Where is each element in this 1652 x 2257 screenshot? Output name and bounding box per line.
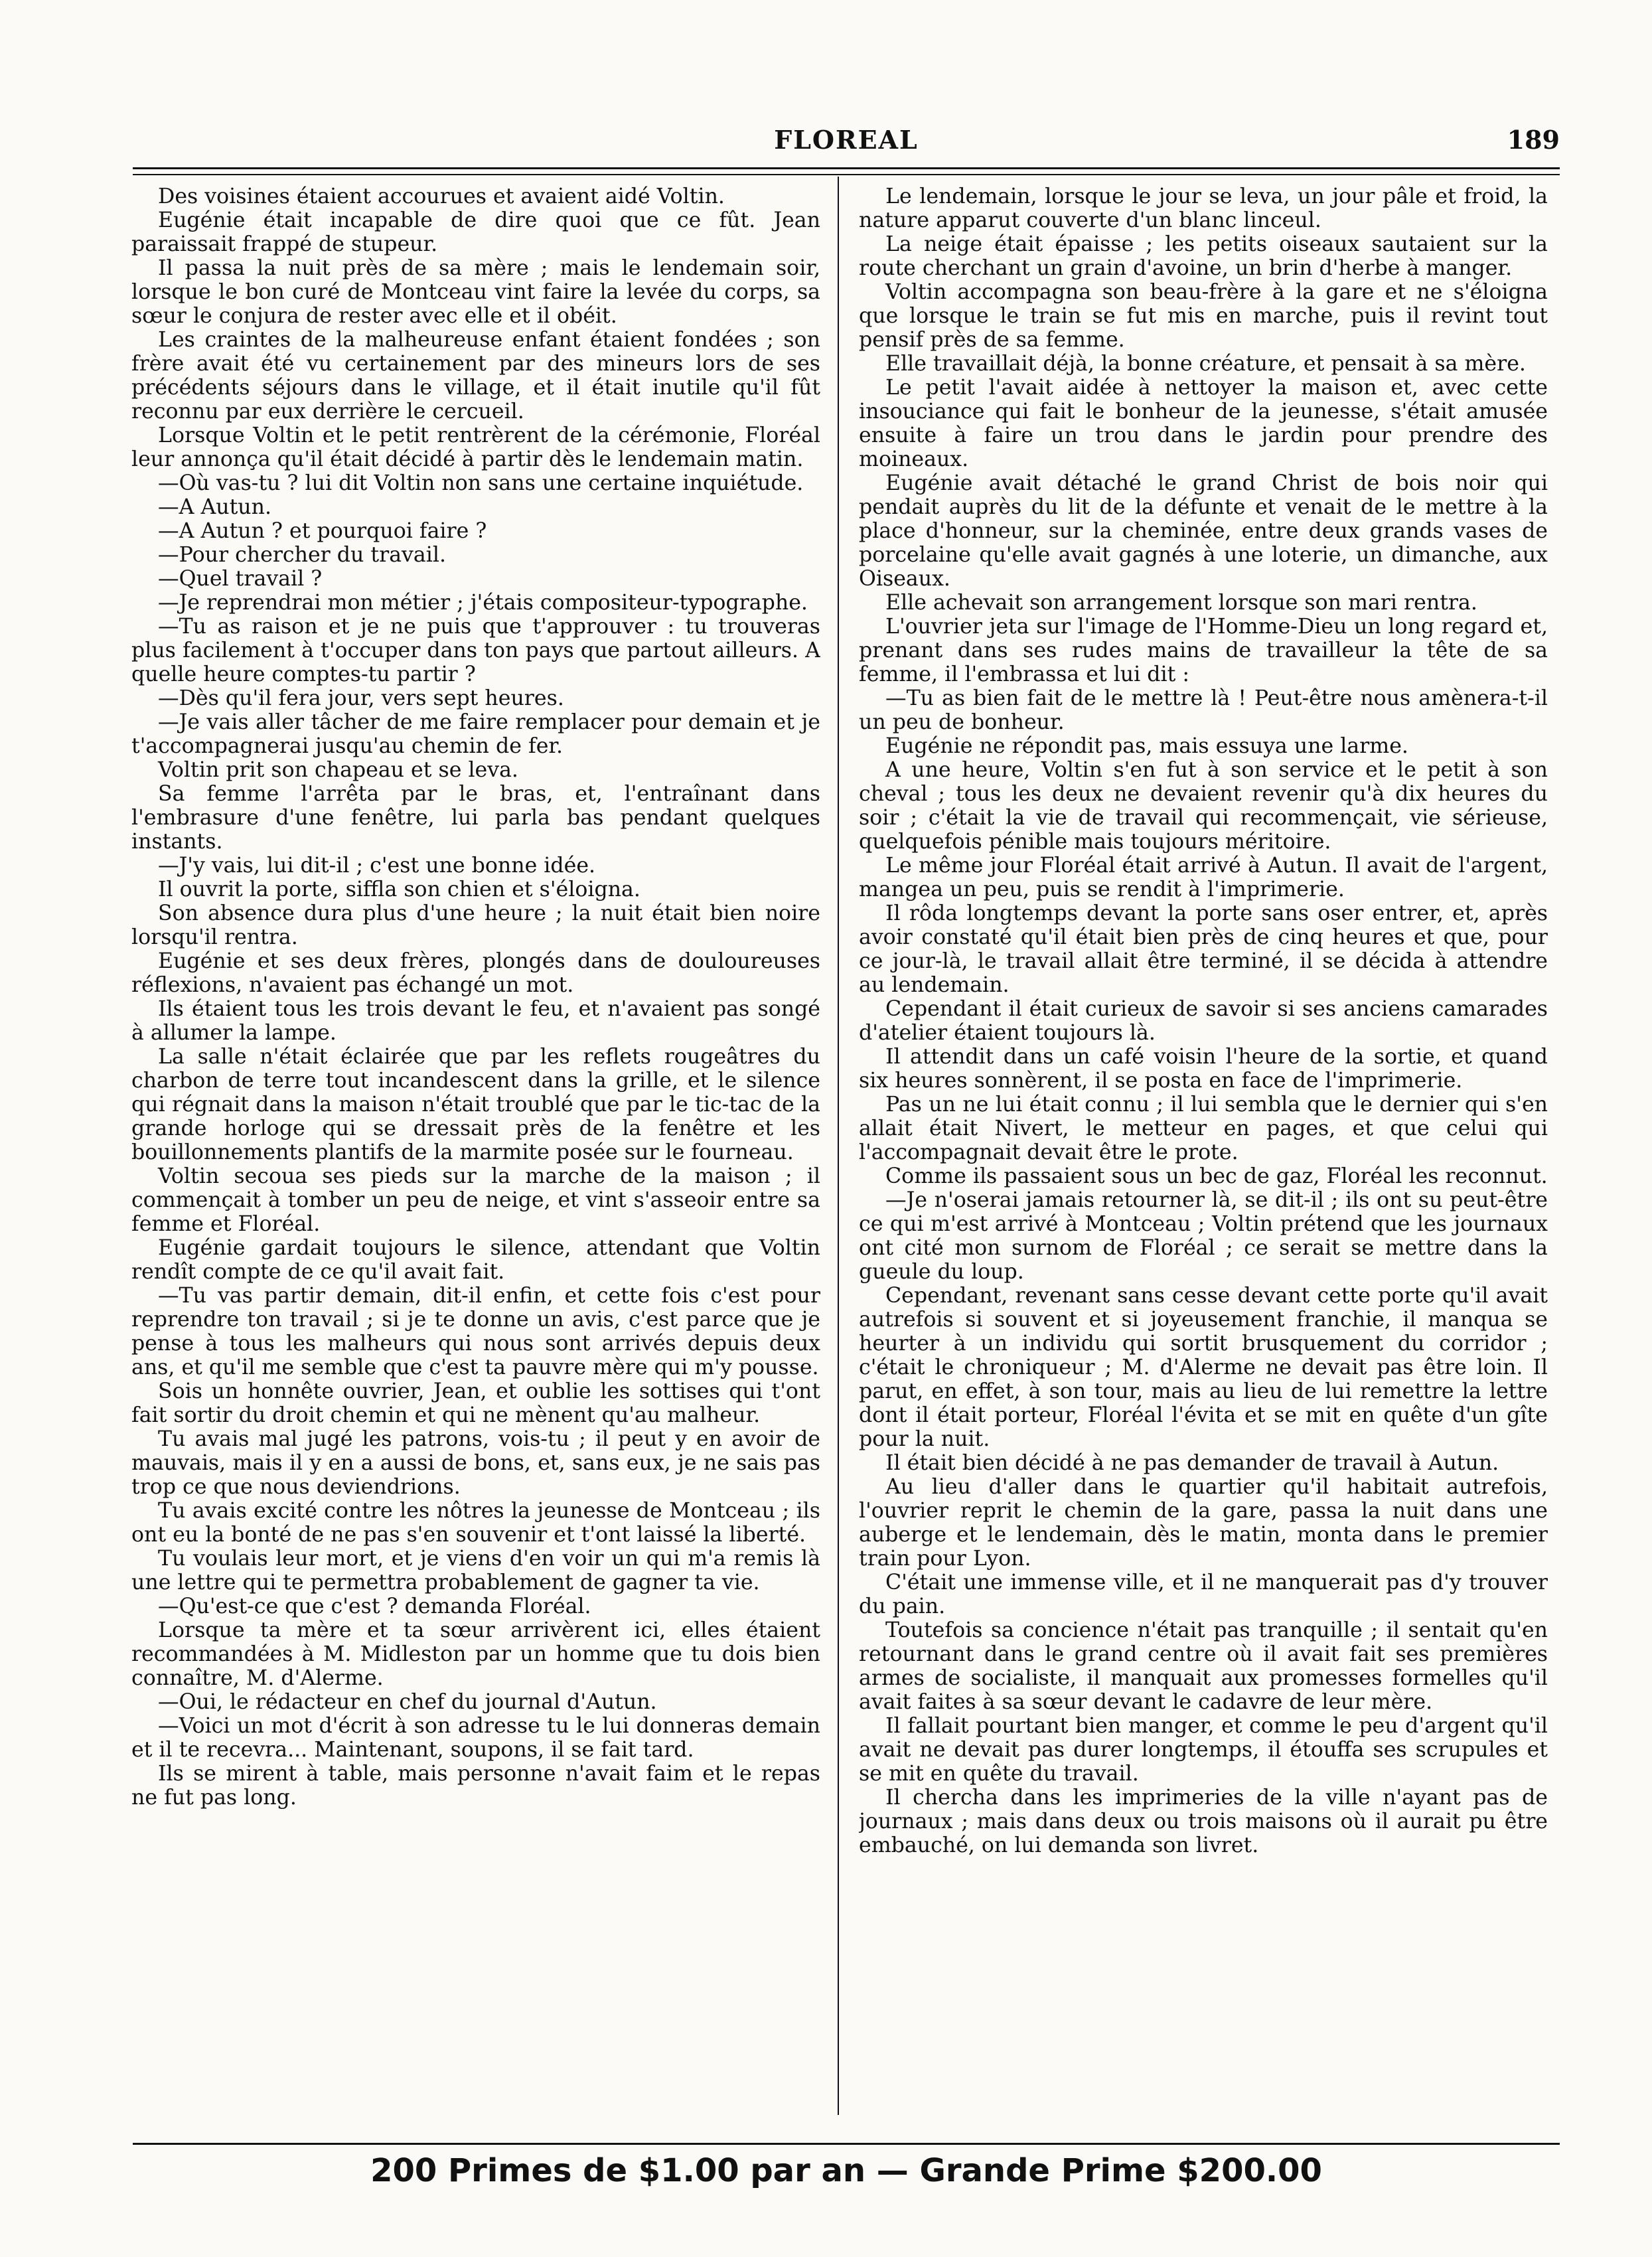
paragraph: Ils se mirent à table, mais personne n'avait faim et le repas ne fut pas long.: [131, 1762, 820, 1810]
paragraph: Eugénie et ses deux frères, plongés dans de douloureuses réflexions, n'avaient pas échangé un mot.: [131, 949, 820, 997]
paragraph: —A Autun ? et pourquoi faire ?: [158, 519, 487, 543]
running-title: FLOREAL: [774, 125, 919, 155]
paragraph: Sois un honnête ouvrier, Jean, et oublie les sottises qui t'ont fait sortir du droit chemin et qui ne mènent qu'au malheur.: [131, 1379, 820, 1427]
paragraph: Des voisines étaient accourues et avaient aidé Voltin.: [158, 185, 725, 208]
paragraph: Toutefois sa concience n'était pas tranquille ; il sentait qu'en retournant dans le grand centre où il avait fait ses premières armes de socialiste, il manquait aux promesses formelles qu'il avait faites à sa sœur devant le cadavre de leur mère.: [859, 1618, 1548, 1714]
paragraph: Sa femme l'arrêta par le bras, et, l'entraînant dans l'embrasure d'une fenêtre, lui parla bas pendant quelques instants.: [131, 782, 820, 854]
paragraph: A une heure, Voltin s'en fut à son service et le petit à son cheval ; tous les deux ne devaient revenir qu'à dix heures du soir ; c'était la vie de travail qui recommençait, vie sérieuse, quelquefois pénible mais toujours méritoire.: [859, 758, 1548, 854]
footer-rule: [133, 2143, 1560, 2145]
paragraph: Il fallait pourtant bien manger, et comme le peu d'argent qu'il avait ne devait pas durer longtemps, il étouffa ses scrupules et se mit en quête du travail.: [859, 1714, 1548, 1786]
paragraph: —Voici un mot d'écrit à son adresse tu le lui donneras demain et il te recevra... Maintenant, soupons, il se fait tard.: [131, 1714, 820, 1762]
paragraph: Pas un ne lui était connu ; il lui sembla que le dernier qui s'en allait était Nivert, le metteur en pages, et que celui qui l'accompagnait devait être le prote.: [859, 1093, 1548, 1164]
page-header: [133, 125, 1560, 165]
paragraph: Voltin prit son chapeau et se leva.: [158, 758, 518, 782]
paragraph: —Oui, le rédacteur en chef du journal d'Autun.: [158, 1690, 657, 1714]
page-number: 189: [1507, 125, 1560, 155]
paragraph: —Je n'oserai jamais retourner là, se dit-il ; ils ont su peut-être ce qui m'est arrivé à Montceau ; Voltin prétend que les journaux ont cité mon surnom de Floréal ; ce serait se mettre dans la gueule du loup.: [859, 1188, 1548, 1284]
paragraph: —Tu as bien fait de le mettre là ! Peut-être nous amènera-t-il un peu de bonheur.: [859, 686, 1548, 734]
paragraph: Ils étaient tous les trois devant le feu, et n'avaient pas songé à allumer la lampe.: [131, 997, 820, 1045]
paragraph: —Je reprendrai mon métier ; j'étais compositeur-typographe.: [158, 591, 808, 615]
paragraph: Tu voulais leur mort, et je viens d'en voir un qui m'a remis là une lettre qui te permettra probablement de gagner ta vie.: [131, 1547, 820, 1595]
paragraph: Cependant, revenant sans cesse devant cette porte qu'il avait autrefois si souvent et si joyeusement franchie, il manqua se heurter à un individu qui sortit brusquement du corridor ; c'était le chroniqueur ; M. d'Alerme ne devait pas être loin. Il parut, en effet, à son tour, mais au lieu de lui remettre la lettre dont il était porteur, Floréal l'évita et se mit en quête d'un gîte pour la nuit.: [859, 1284, 1548, 1451]
column-divider: [838, 177, 839, 2115]
paragraph: —Quel travail ?: [158, 567, 323, 591]
paragraph: Elle travaillait déjà, la bonne créature, et pensait à sa mère.: [885, 352, 1526, 376]
paragraph: Le lendemain, lorsque le jour se leva, un jour pâle et froid, la nature apparut couverte d'un blanc linceul.: [859, 185, 1548, 232]
paragraph: Cependant il était curieux de savoir si ses anciens camarades d'atelier étaient toujours là.: [859, 997, 1548, 1045]
paragraph: Le même jour Floréal était arrivé à Autun. Il avait de l'argent, mangea un peu, puis se rendit à l'imprimerie.: [859, 854, 1548, 901]
paragraph: Il était bien décidé à ne pas demander de travail à Autun.: [885, 1451, 1499, 1475]
header-rule-thin: [133, 174, 1560, 175]
paragraph: Voltin secoua ses pieds sur la marche de la maison ; il commençait à tomber un peu de neige, et vint s'asseoir entre sa femme et Floréal.: [131, 1164, 820, 1236]
text-column-right: [859, 185, 1548, 2110]
paragraph: —Pour chercher du travail.: [158, 543, 446, 567]
paragraph: La neige était épaisse ; les petits oiseaux sautaient sur la route cherchant un grain d'avoine, un brin d'herbe à manger.: [859, 232, 1548, 280]
header-rule: [133, 167, 1560, 169]
paragraph: Il rôda longtemps devant la porte sans oser entrer, et, après avoir constaté qu'il était bien près de cinq heures et que, pour ce jour-là, le travail allait être terminé, il se décida à attendre au lendemain.: [859, 901, 1548, 997]
paragraph: L'ouvrier jeta sur l'image de l'Homme-Dieu un long regard et, prenant dans ses rudes mains de travailleur la tête de sa femme, il l'embrassa et lui dit :: [859, 615, 1548, 686]
paragraph: Les craintes de la malheureuse enfant étaient fondées ; son frère avait été vu certainement par des mineurs lors de ses précédents séjours dans le village, et il était inutile qu'il fût reconnu par eux derrière le cercueil.: [131, 328, 820, 424]
paragraph: —Je vais aller tâcher de me faire remplacer pour demain et je t'accompagnerai jusqu'au chemin de fer.: [131, 710, 820, 758]
paragraph: Eugénie gardait toujours le silence, attendant que Voltin rendît compte de ce qu'il avait fait.: [131, 1236, 820, 1284]
paragraph: Elle achevait son arrangement lorsque son mari rentra.: [885, 591, 1477, 615]
paragraph: Il ouvrit la porte, siffla son chien et s'éloigna.: [158, 878, 640, 901]
paragraph: Voltin accompagna son beau-frère à la gare et ne s'éloigna que lorsque le train se fut mis en marche, puis il revint tout pensif près de sa femme.: [859, 280, 1548, 352]
footer-banner: 200 Primes de $1.00 par an — Grande Prime $200.00: [370, 2152, 1322, 2189]
paragraph: Au lieu d'aller dans le quartier qu'il habitait autrefois, l'ouvrier reprit le chemin de la gare, passa la nuit dans une auberge et le lendemain, dès le matin, monta dans le premier train pour Lyon.: [859, 1475, 1548, 1571]
paragraph: C'était une immense ville, et il ne manquerait pas d'y trouver du pain.: [859, 1571, 1548, 1618]
paragraph: Eugénie était incapable de dire quoi que ce fût. Jean paraissait frappé de stupeur.: [131, 208, 820, 256]
paragraph: Eugénie avait détaché le grand Christ de bois noir qui pendait auprès du lit de la défunte et venait de le mettre à la place d'honneur, sur la cheminée, entre deux grands vases de porcelaine qu'elle avait gagnés à une loterie, un dimanche, aux Oiseaux.: [859, 471, 1548, 591]
paragraph: La salle n'était éclairée que par les reflets rougeâtres du charbon de terre tout incandescent dans la grille, et le silence qui régnait dans la maison n'était troublé que par le tic-tac de la grande horloge qui se dressait près de la fenêtre et les bouillonnements plantifs de la marmite posée sur le fourneau.: [131, 1045, 820, 1164]
paragraph: —A Autun.: [158, 495, 272, 519]
paragraph: —Dès qu'il fera jour, vers sept heures.: [158, 686, 564, 710]
paragraph: —Tu vas partir demain, dit-il enfin, et cette fois c'est pour reprendre ton travail ; si je te donne un avis, c'est parce que je pense à tous les malheurs qui nous sont arrivés depuis deux ans, et qu'il me semble que c'est ta pauvre mère qui m'y pousse.: [131, 1284, 820, 1379]
paragraph: Tu avais excité contre les nôtres la jeunesse de Montceau ; ils ont eu la bonté de ne pas s'en souvenir et t'ont laissé la liberté.: [131, 1499, 820, 1547]
paragraph: Eugénie ne répondit pas, mais essuya une larme.: [885, 734, 1408, 758]
paragraph: Il passa la nuit près de sa mère ; mais le lendemain soir, lorsque le bon curé de Montceau vint faire la levée du corps, sa sœur le conjura de rester avec elle et il obéit.: [131, 256, 820, 328]
paragraph: Lorsque Voltin et le petit rentrèrent de la cérémonie, Floréal leur annonça qu'il était décidé à partir dès le lendemain matin.: [131, 424, 820, 471]
paragraph: Son absence dura plus d'une heure ; la nuit était bien noire lorsqu'il rentra.: [131, 901, 820, 949]
paragraph: Comme ils passaient sous un bec de gaz, Floréal les reconnut.: [885, 1164, 1548, 1188]
paragraph: Le petit l'avait aidée à nettoyer la maison et, avec cette insouciance qui fait le bonheur de la jeunesse, s'était amusée ensuite à faire un trou dans le jardin pour prendre des moineaux.: [859, 376, 1548, 471]
paragraph: —Où vas-tu ? lui dit Voltin non sans une certaine inquiétude.: [158, 471, 804, 495]
paragraph: Il attendit dans un café voisin l'heure de la sortie, et quand six heures sonnèrent, il se posta en face de l'imprimerie.: [859, 1045, 1548, 1093]
text-column-left: [131, 185, 820, 2110]
paragraph: —Qu'est-ce que c'est ? demanda Floréal.: [158, 1595, 591, 1618]
paragraph: Il chercha dans les imprimeries de la ville n'ayant pas de journaux ; mais dans deux ou trois maisons où il aurait pu être embauché, on lui demanda son livret.: [859, 1786, 1548, 1857]
paragraph: —J'y vais, lui dit-il ; c'est une bonne idée.: [158, 854, 596, 878]
paragraph: Lorsque ta mère et ta sœur arrivèrent ici, elles étaient recommandées à M. Midleston par un homme que tu dois bien connaître, M. d'Alerme.: [131, 1618, 820, 1690]
paragraph: —Tu as raison et je ne puis que t'approuver : tu trouveras plus facilement à t'occuper dans ton pays que partout ailleurs. A quelle heure comptes-tu partir ?: [131, 615, 820, 686]
paragraph: Tu avais mal jugé les patrons, vois-tu ; il peut y en avoir de mauvais, mais il y en a aussi de bons, et, sans eux, je ne sais pas trop ce que nous deviendrions.: [131, 1427, 820, 1499]
